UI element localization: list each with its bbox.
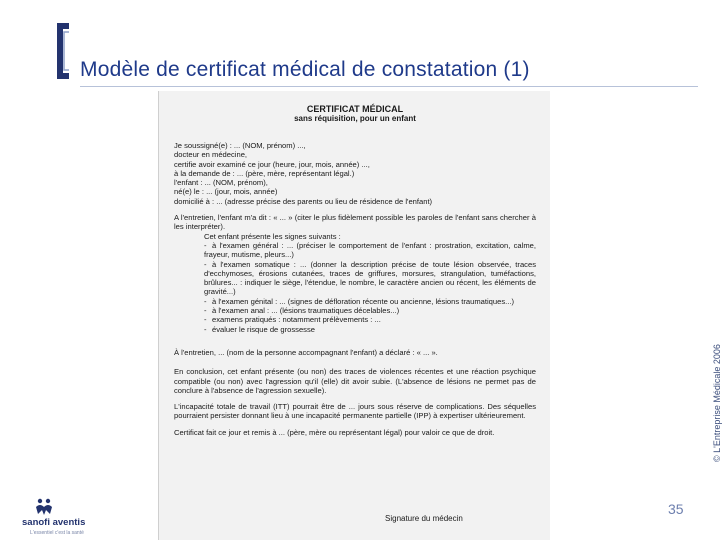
exam-list-item: - à l'examen somatique : ... (donner la description précise de toute lésion observée, traces d'ecchymoses, érosions cutanées, traces de griffures, morsures, strangulation, tuméfactions, brûlures... : indiquer le siège, l'étendue, le nombre, le caractère ancien ou récent, les éléments de gravité...) bbox=[204, 259, 536, 297]
exam-list bbox=[174, 241, 536, 334]
certificate-subtitle: sans réquisition, pour un enfant bbox=[294, 114, 416, 123]
logo-figures-icon bbox=[34, 498, 54, 516]
exam-list-item: - à l'examen génital : ... (signes de défloration récente ou ancienne, lésions traumatiques...) bbox=[204, 296, 514, 306]
logo-tagline: L'essentiel c'est la santé bbox=[30, 530, 84, 536]
certificate-document bbox=[174, 104, 536, 540]
title-divider bbox=[80, 86, 698, 87]
exam-item-text: évaluer le risque de grossesse bbox=[212, 324, 315, 334]
conclusion-paragraph: En conclusion, cet enfant présente (ou non) des traces de violences récentes et une réaction psychique compatible (ou non) avec l'agression qu'il (elle) dit avoir subie. (L'absence de lésions ne permet pas de conclure à l'absence de l'agression sexuelle). bbox=[174, 367, 536, 395]
exam-list-item: - à l'examen anal : ... (lésions traumatiques décelables...) bbox=[204, 306, 400, 316]
identity-line: docteur en médecine, bbox=[174, 150, 248, 160]
identity-line: domicilié à : ... (adresse précise des parents ou lieu de résidence de l'enfant) bbox=[174, 196, 433, 206]
exam-list-item: - évaluer le risque de grossesse bbox=[204, 324, 315, 334]
slide-title: Modèle de certificat médical de constatation (1) bbox=[80, 58, 530, 81]
logo-text: sanofi aventis bbox=[22, 517, 86, 528]
signs-intro: Cet enfant présente les signes suivants : bbox=[204, 231, 341, 241]
exam-list-item: - à l'examen général : ... (préciser le comportement de l'enfant : prostration, excitation, calme, frayeur, mutisme, pleurs...) bbox=[204, 240, 536, 260]
exam-item-text: à l'examen somatique : ... (donner la description précise de toute lésion observée, traces d'ecchymoses, érosions cutanées, traces de griffures, morsures, strangulation, tuméfactions, brûlures... : indiquer le siège, l'étendue, le nombre, le caractère ancien ou récent, les éléments de gravité...) bbox=[204, 259, 536, 297]
page-number: 35 bbox=[668, 501, 684, 517]
delivery-paragraph: Certificat fait ce jour et remis à ... (père, mère ou représentant légal) pour valoir ce que de droit. bbox=[174, 427, 495, 437]
certificate-title: CERTIFICAT MÉDICAL bbox=[306, 104, 404, 114]
signature-label: Signature du médecin bbox=[385, 514, 463, 523]
identity-block bbox=[174, 141, 536, 206]
identity-line: né(e) le : ... (jour, mois, année) bbox=[174, 187, 278, 197]
exam-item-text: examens pratiqués : notamment prélèvements : ... bbox=[212, 315, 381, 325]
identity-line: l'enfant : ... (NOM, prénom), bbox=[174, 178, 268, 188]
identity-line: Je soussigné(e) : ... (NOM, prénom) ..., bbox=[174, 141, 306, 150]
exam-item-text: à l'examen génital : ... (signes de défloration récente ou ancienne, lésions traumatiques...) bbox=[212, 296, 514, 306]
exam-item-text: à l'examen général : ... (préciser le comportement de l'enfant : prostration, excitation, calme, frayeur, mutisme, pleurs...) bbox=[204, 240, 536, 260]
exam-item-text: à l'examen anal : ... (lésions traumatiques décelables...) bbox=[212, 306, 400, 316]
itt-paragraph: L'incapacité totale de travail (ITT) pourrait être de ... jours sous réserve de complications. Des séquelles pourraient persister donnant lieu à une incapacité permanente partielle (IPP) à expertiser ultérieurement. bbox=[174, 402, 536, 421]
exam-list-item: - examens pratiqués : notamment prélèvements : ... bbox=[204, 315, 381, 325]
interview-companion-paragraph: À l'entretien, ... (nom de la personne accompagnant l'enfant) a déclaré : « ... ». bbox=[174, 347, 438, 357]
copyright-notice: © L'Entreprise Médicale 2006 bbox=[712, 344, 722, 462]
identity-line: certifie avoir examiné ce jour (heure, jour, mois, année) ..., bbox=[174, 159, 370, 169]
identity-line: à la demande de : ... (père, mère, représentant légal.) bbox=[174, 168, 355, 178]
sanofi-aventis-logo bbox=[22, 496, 92, 540]
interview-child-paragraph: A l'entretien, l'enfant m'a dit : « ... » (citer le plus fidèlement possible les paroles de l'enfant sans chercher à les interpréter). bbox=[174, 213, 536, 232]
title-bracket-decoration bbox=[55, 22, 71, 80]
